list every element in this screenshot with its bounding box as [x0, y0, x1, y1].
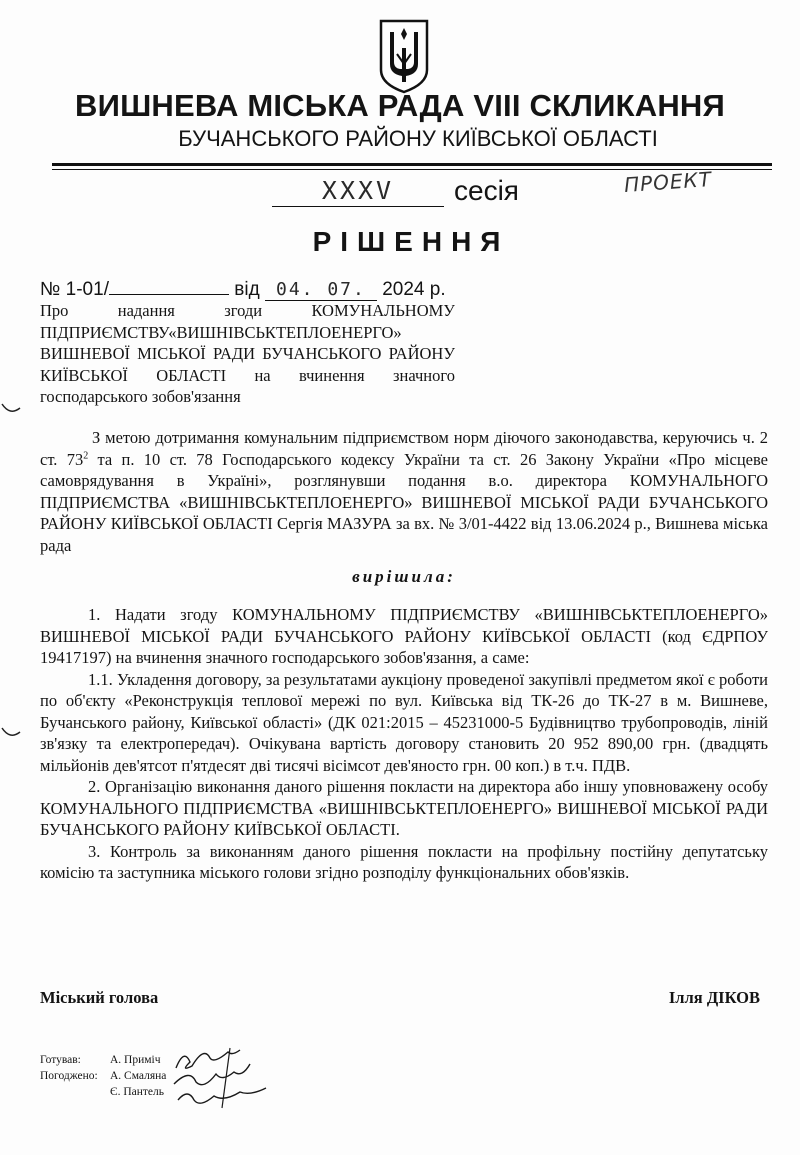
decision-items: [40, 604, 768, 884]
trident-coat-of-arms-icon: [378, 18, 430, 94]
preamble-superscript: 2: [83, 450, 89, 461]
decision-item-1: 1. Надати згоду КОМУНАЛЬНОМУ ПІДПРИЄМСТВУ «ВИШНІВСЬКТЕПЛОЕНЕРГО» ВИШНЕВОЇ МІСЬКОЇ РАДИ БУЧАНСЬКОГО РАЙОНУ КИЇВСЬКОЇ ОБЛАСТІ (код ЄДРПОУ 19417197) на вчинення значного господарського зобов'язання, а саме:: [40, 605, 768, 667]
preamble-paragraph: [40, 427, 768, 556]
decision-date-prefix: від: [234, 279, 260, 300]
decision-number-prefix: № 1-01/: [40, 279, 109, 300]
prepared-label: Готував:: [40, 1054, 81, 1066]
decision-item-3: 3. Контроль за виконанням даного рішення покласти на профільну постійну депутатську комісію та заступника міського голови згідно розподілу функціональних обов'язків.: [40, 841, 768, 882]
decision-year: 2024 р.: [382, 279, 446, 300]
handwritten-signatures: [170, 1038, 280, 1118]
council-subtitle: БУЧАНСЬКОГО РАЙОНУ КИЇВСЬКОЇ ОБЛАСТІ: [178, 126, 658, 151]
agreed-name: А. Смаляна: [110, 1070, 167, 1082]
mayor-title: Міський голова: [40, 988, 159, 1007]
decision-date: 04. 07.: [265, 279, 377, 301]
decision-title: РІШЕННЯ: [312, 226, 510, 257]
agreed-name: Є. Пантель: [110, 1086, 165, 1098]
session-label: сесія: [454, 175, 519, 206]
decision-subject: Про надання згоди КОМУНАЛЬНОМУ ПІДПРИЄМСТВУ«ВИШНІВСЬКТЕПЛОЕНЕРГО» ВИШНЕВОЇ МІСЬКОЇ РАДИ БУЧАНСЬКОГО РАЙОНУ КИЇВСЬКОЇ ОБЛАСТІ на вчинення значного господарського зобов'язання: [40, 301, 455, 406]
resolved-heading: вирішила:: [352, 567, 456, 586]
council-title: ВИШНЕВА МІСЬКА РАДА VIII СКЛИКАННЯ: [75, 88, 725, 123]
session-line: [272, 176, 572, 210]
decision-item-2: 2. Організацію виконання даного рішення покласти на директора або іншу уповноважену особу КОМУНАЛЬНОГО ПІДПРИЄМСТВА «ВИШНІВСЬКТЕПЛОЕНЕРГО» ВИШНЕВОЇ МІСЬКОЇ РАДИ БУЧАНСЬКОГО РАЙОНУ КИЇВСЬКОЇ ОБЛАСТІ.: [40, 777, 768, 839]
header-divider-thick: [52, 163, 772, 166]
preamble-text-2: та п. 10 ст. 78 Господарського кодексу України та ст. 26 Закону України «Про місцеве самоврядування в Україні», розглянувши подання в.о. директора КОМУНАЛЬНОГО ПІДПРИЄМСТВА «ВИШНІВСЬКТЕПЛОЕНЕРГО» ВИШНЕВОЇ МІСЬКОЇ РАДИ БУЧАНСЬКОГО РАЙОНУ КИЇВСЬКОЇ ОБЛАСТІ Сергія МАЗУРА за вх. № 3/01-4422 від 13.06.2024 р., Вишнева міська рада: [40, 449, 768, 555]
decision-number-line: [40, 276, 446, 301]
preamble-text-1: З метою дотримання комунальним підприємством норм діючого законодавства, керуючись ч. 2 ст. 73: [40, 428, 768, 469]
margin-punch-mark: [0, 722, 24, 746]
decision-item-1-1: 1.1. Укладення договору, за результатами аукціону проведеної закупівлі предметом якої є роботи по об'єкту «Реконструкція теплової мережі по вул. Київська від ТК-26 до ТК-27 в м. Вишневе, Бучанського району, Київської області» (ДК 021:2015 – 45231000-5 Будівництво трубопроводів, ліній зв'язку та електропередач). Очікувана вартість договору становить 20 952 890,00 грн. (двадцять мільйонів дев'ятсот п'ятдесят дві тисячі вісімсот дев'яносто грн. 00 коп.) в т.ч. ПДВ.: [40, 669, 768, 775]
prepared-name: А. Приміч: [110, 1054, 161, 1066]
mayor-name: Ілля ДІКОВ: [668, 988, 760, 1007]
agreed-label: Погоджено:: [40, 1070, 98, 1082]
margin-punch-mark: [0, 398, 24, 422]
project-stamp: ПРОЕКТ: [623, 166, 713, 198]
decision-number-blank: [109, 276, 229, 295]
session-number: XXXV: [272, 176, 444, 207]
